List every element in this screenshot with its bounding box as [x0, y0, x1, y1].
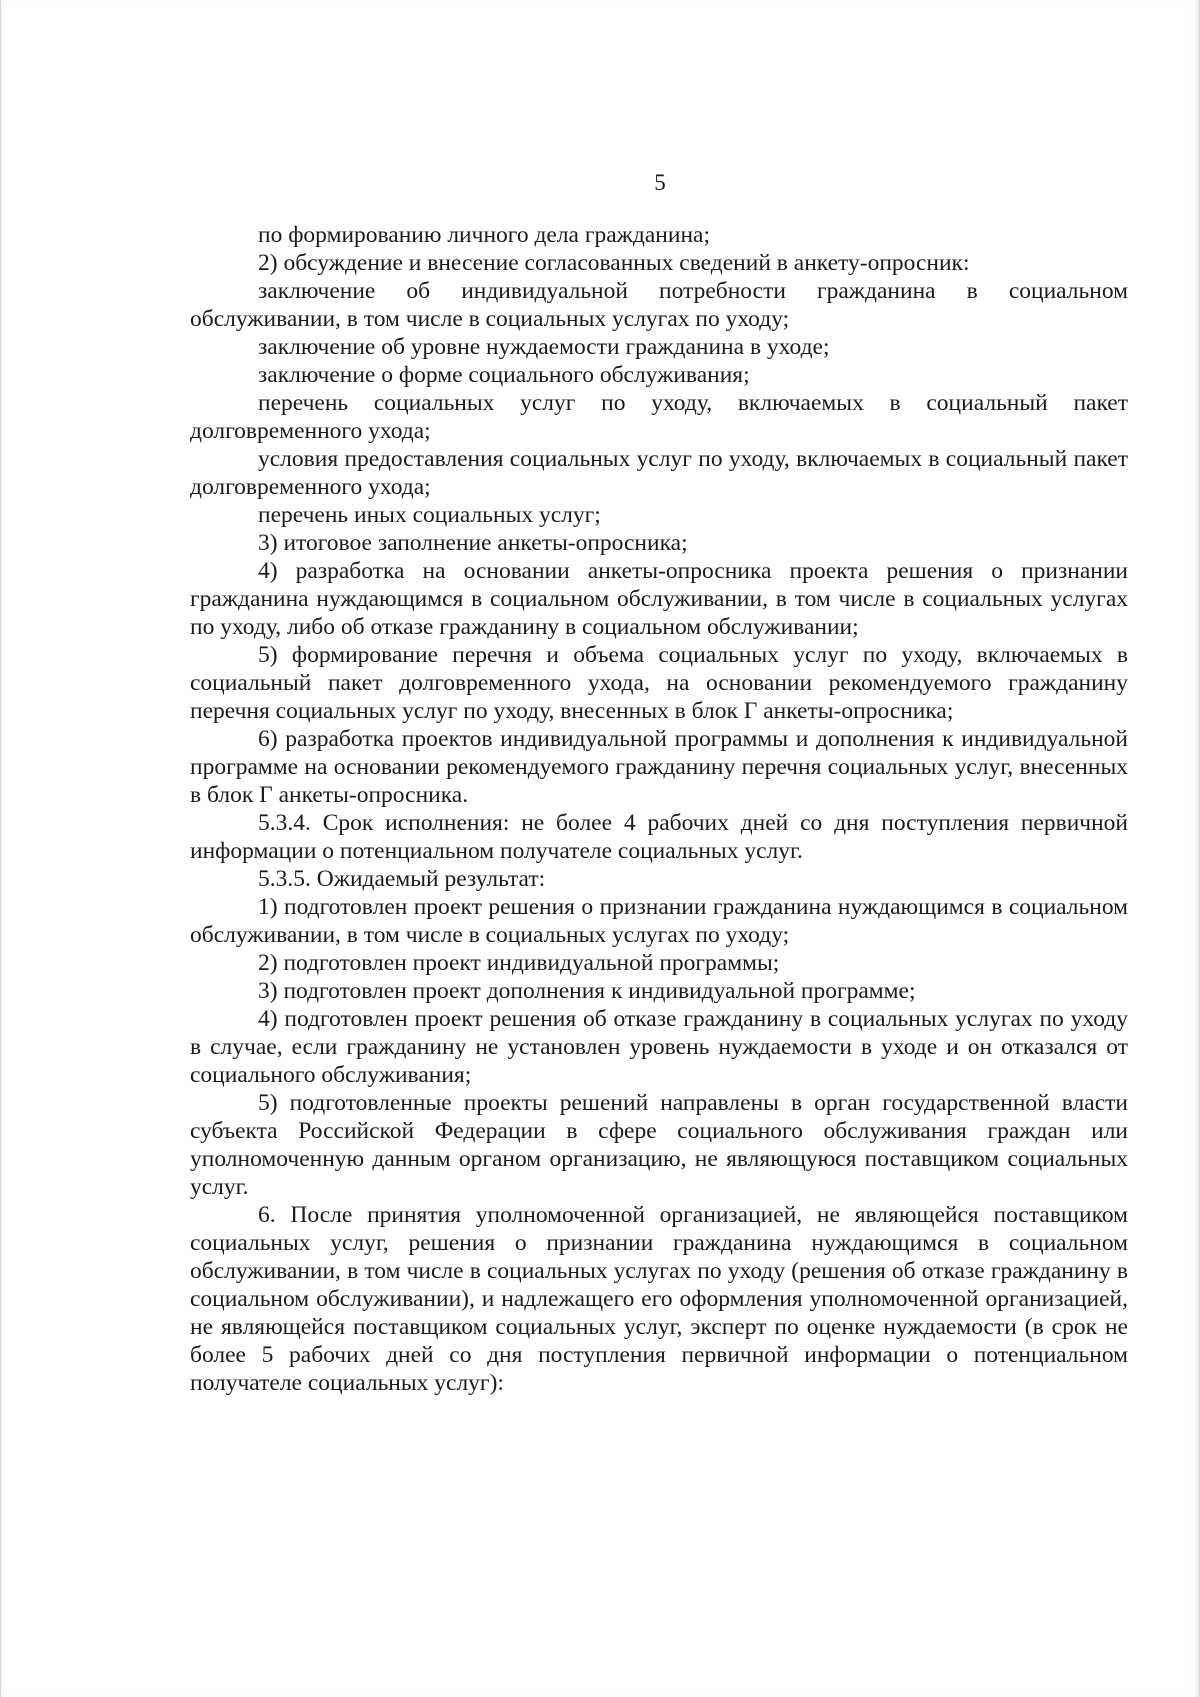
paragraph: 5.3.4. Срок исполнения: не более 4 рабочих дней со дня поступления первичной информации о потенциальном получателе социальных услуг.: [190, 810, 1128, 864]
paragraph: заключение об уровне нуждаемости гражданина в уходе;: [258, 334, 830, 360]
paragraph: 3) итоговое заполнение анкеты-опросника;: [258, 530, 688, 556]
paragraph: 3) подготовлен проект дополнения к индивидуальной программе;: [258, 978, 916, 1004]
paragraph: 2) подготовлен проект индивидуальной программы;: [258, 950, 780, 976]
paragraph: 1) подготовлен проект решения о признании гражданина нуждающимся в социальном обслуживании, в том числе в социальных услугах по уходу;: [190, 894, 1128, 948]
page-number: 5: [654, 170, 666, 195]
paragraph: 6. После принятия уполномоченной организацией, не являющейся поставщиком социальных услуг, решения о признании гражданина нуждающимся в социальном обслуживании, в том числе в социальных услугах по уходу (решения об отказе гражданину в социальном обслуживании), и надлежащего его оформления уполномоченной организацией, не являющейся поставщиком социальных услуг, эксперт по оценке нуждаемости (в срок не более 5 рабочих дней со дня поступления первичной информации о потенциальном получателе социальных услуг):: [190, 1202, 1128, 1396]
paragraph: 6) разработка проектов индивидуальной программы и дополнения к индивидуальной программе на основании рекомендуемого гражданину перечня социальных услуг, внесенных в блок Г анкеты-опросника.: [190, 726, 1128, 808]
paragraph: 5) формирование перечня и объема социальных услуг по уходу, включаемых в социальный пакет долговременного ухода, на основании рекомендуемого гражданину перечня социальных услуг по уходу, внесенных в блок Г анкеты-опросника;: [190, 642, 1128, 724]
paragraph: по формированию личного дела гражданина;: [258, 222, 710, 248]
paragraph: 4) подготовлен проект решения об отказе гражданину в социальных услугах по уходу в случае, если гражданину не установлен уровень нуждаемости в уходе и он отказался от социального обслуживания;: [190, 1006, 1128, 1088]
document-page: [1, 0, 1199, 1697]
document-body: [190, 221, 1128, 1397]
paragraph: 5.3.5. Ожидаемый результат:: [258, 866, 546, 892]
paragraph: 2) обсуждение и внесение согласованных сведений в анкету-опросник:: [258, 250, 970, 276]
paragraph: перечень социальных услуг по уходу, включаемых в социальный пакет долговременного ухода;: [190, 390, 1128, 444]
paragraph: заключение о форме социального обслуживания;: [258, 362, 750, 388]
paragraph: условия предоставления социальных услуг по уходу, включаемых в социальный пакет долговременного ухода;: [190, 446, 1128, 500]
paragraph: 5) подготовленные проекты решений направлены в орган государственной власти субъекта Российской Федерации в сфере социального обслуживания граждан или уполномоченную данным органом организацию, не являющуюся поставщиком социальных услуг.: [190, 1090, 1128, 1200]
paragraph: заключение об индивидуальной потребности гражданина в социальном обслуживании, в том числе в социальных услугах по уходу;: [190, 278, 1128, 332]
paragraph: 4) разработка на основании анкеты-опросника проекта решения о признании гражданина нуждающимся в социальном обслуживании, в том числе в социальных услугах по уходу, либо об отказе гражданину в социальном обслуживании;: [190, 558, 1128, 640]
paragraph: перечень иных социальных услуг;: [258, 502, 601, 528]
